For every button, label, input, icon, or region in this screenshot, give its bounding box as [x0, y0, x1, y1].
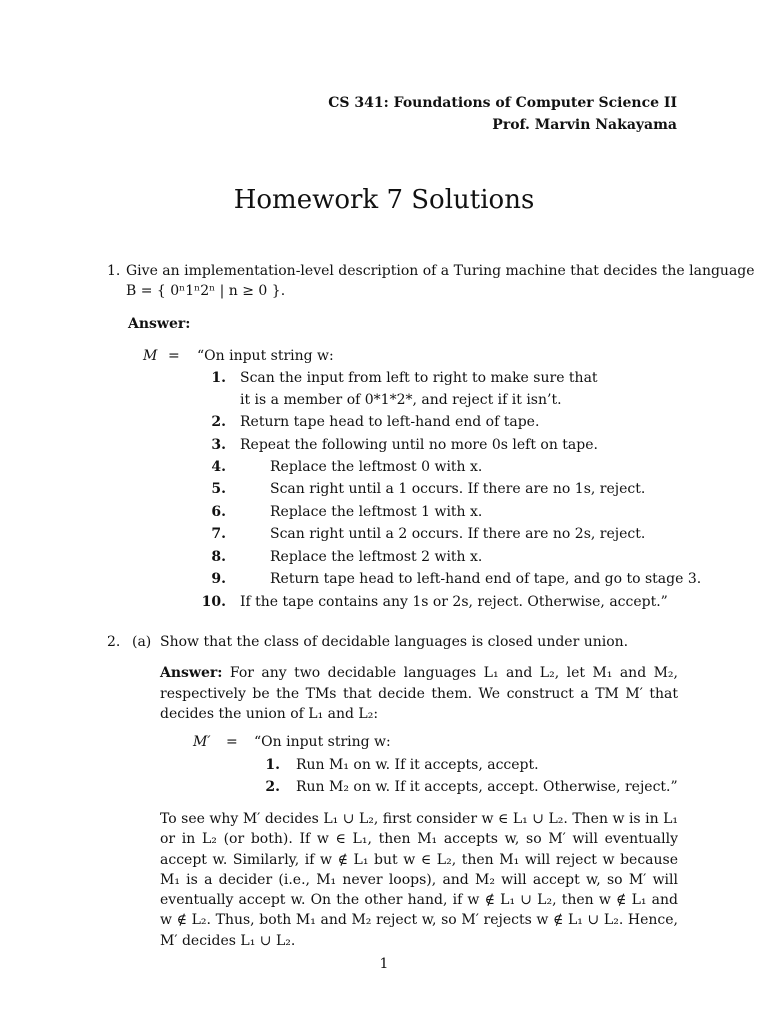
q1-step-text: Repeat the following until no more 0s left on tape.	[240, 437, 598, 453]
q1-step-number: 1.	[211, 370, 226, 386]
q2-part-label: (a)	[132, 634, 152, 650]
q1-number: 1.	[107, 263, 121, 279]
q1-tm-eq: =	[168, 348, 180, 364]
q1-step-number: 5.	[211, 481, 226, 497]
q2-question: Show that the class of decidable languages is closed under union.	[160, 634, 629, 650]
q2-tm-eq: =	[226, 734, 238, 750]
q1-step-number: 10.	[201, 594, 226, 610]
q1-step-text: If the tape contains any 1s or 2s, reject. Otherwise, accept.”	[240, 594, 668, 610]
q1-tm-open: “On input string w:	[197, 348, 334, 364]
q1-step-text: Scan right until a 1 occurs. If there are no 1s, reject.	[270, 481, 646, 497]
q2-answer-paragraph	[160, 663, 678, 725]
q2-step-text: Run M₂ on w. If it accepts, accept. Otherwise, reject.”	[296, 779, 678, 795]
q1-step-number: 4.	[211, 459, 226, 475]
professor-name: Prof. Marvin Nakayama	[492, 117, 677, 133]
q1-question-line1: Give an implementation-level description of a Turing machine that decides the language	[126, 263, 755, 279]
q1-step-text: Replace the leftmost 2 with x.	[270, 549, 483, 565]
q1-step-number: 9.	[211, 571, 226, 587]
q1-question-line2: B = { 0ⁿ1ⁿ2ⁿ | n ≥ 0 }.	[126, 283, 286, 299]
q2-number: 2.	[107, 634, 121, 650]
q2-step-text: Run M₁ on w. If it accepts, accept.	[296, 757, 539, 773]
q1-step-text: Scan the input from left to right to make sure that	[240, 370, 598, 386]
q2-answer-text: For any two decidable languages L₁ and L₂, let M₁ and M₂, respectively be the TMs that decide them. We construct a TM M′ that decides the union of L₁ and L₂:	[160, 665, 678, 722]
q1-step-text: Replace the leftmost 1 with x.	[270, 504, 483, 520]
q2-step-number: 1.	[265, 757, 280, 773]
q1-step-text: Scan right until a 2 occurs. If there are no 2s, reject.	[270, 526, 646, 542]
q2-tm-lhs: M′	[193, 734, 211, 750]
page-title: Homework 7 Solutions	[233, 185, 535, 215]
q1-step-number: 6.	[211, 504, 226, 520]
q2-tm-open: “On input string w:	[254, 734, 391, 750]
q1-step-number: 3.	[211, 437, 226, 453]
q1-step-text: Replace the leftmost 0 with x.	[270, 459, 483, 475]
course-title: CS 341: Foundations of Computer Science II	[328, 95, 677, 111]
q1-step-number: 8.	[211, 549, 226, 565]
q1-answer-label: Answer:	[128, 316, 191, 332]
q1-step-number: 7.	[211, 526, 226, 542]
q2-step-number: 2.	[265, 779, 280, 795]
q1-step-text: Return tape head to left-hand end of tape.	[240, 414, 540, 430]
q2-explanation: To see why M′ decides L₁ ∪ L₂, first consider w ∈ L₁ ∪ L₂. Then w is in L₁ or in L₂ (or both). If w ∈ L₁, then M₁ accepts w, so M′ will eventually accept w. Similarly, if w ∉ L₁ but w ∈ L₂, then M₁ will reject w because M₁ is a decider (i.e., M₁ never loops), and M₂ will accept w, so M′ will eventually accept w. On the other hand, if w ∉ L₁ ∪ L₂, then w ∉ L₁ and w ∉ L₂. Thus, both M₁ and M₂ reject w, so M′ rejects w ∉ L₁ ∪ L₂. Hence, M′ decides L₁ ∪ L₂.	[160, 811, 678, 949]
q2-answer-label: Answer:	[160, 665, 223, 681]
q1-step-text: it is a member of 0*1*2*, and reject if it isn’t.	[240, 392, 562, 408]
page-number: 1	[379, 956, 389, 972]
q1-step-text: Return tape head to left-hand end of tape, and go to stage 3.	[270, 571, 702, 587]
q1-tm-lhs: M	[143, 348, 158, 364]
q1-step-number: 2.	[211, 414, 226, 430]
